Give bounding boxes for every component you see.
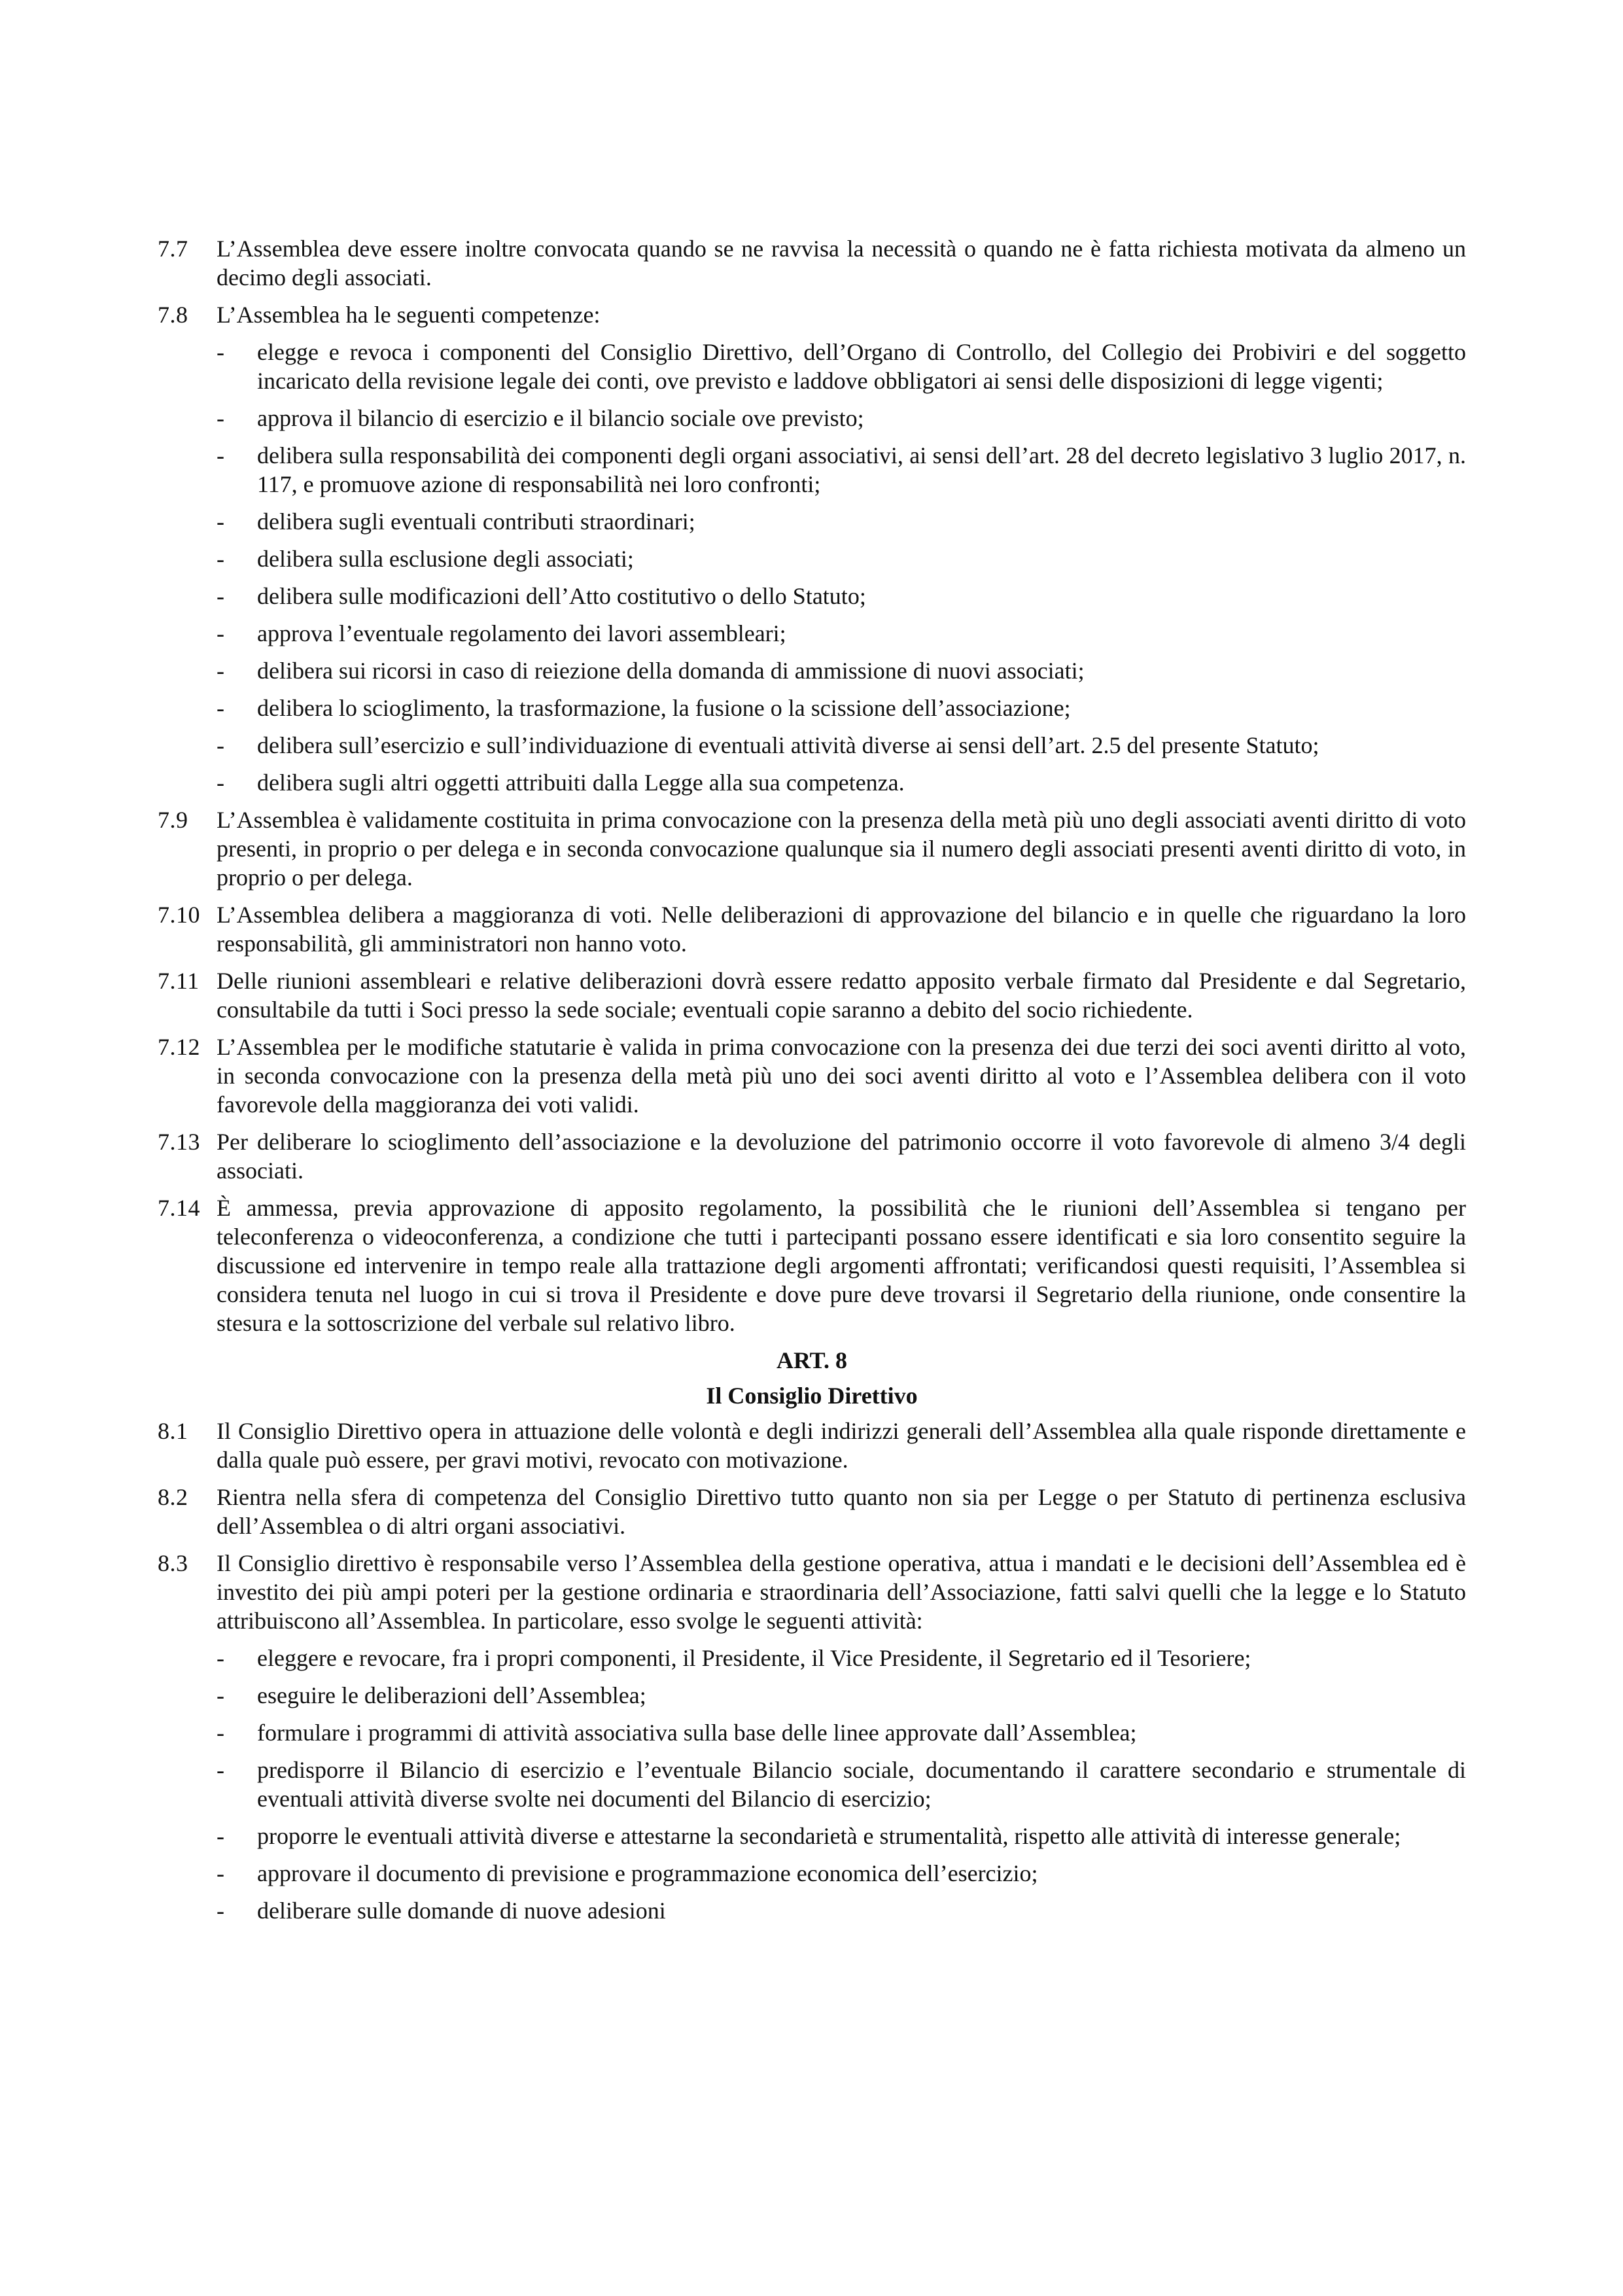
list-item <box>217 1718 1466 1747</box>
clause-7-9 <box>158 805 1466 892</box>
bullet-dash: - <box>217 1757 224 1783</box>
clause-number: 7.11 <box>158 968 200 994</box>
list-item-text: formulare i programmi di attività associativa sulla base delle linee approvate dall’Assemblea; <box>257 1720 1137 1746</box>
list-item <box>217 1896 1466 1925</box>
clause-number: 7.12 <box>158 1034 200 1060</box>
bullet-dash: - <box>217 1898 224 1924</box>
list-item-text: delibera lo scioglimento, la trasformazione, la fusione o la scissione dell’associazione; <box>257 695 1071 721</box>
clause-text: L’Assemblea deve essere inoltre convocata quando se ne ravvisa la necessità o quando ne è fatta richiesta motivata da almeno un decimo degli associati. <box>217 236 1466 291</box>
clause-number: 7.10 <box>158 902 200 928</box>
list-item <box>217 619 1466 648</box>
clause-7-7 <box>158 234 1466 292</box>
list-item <box>217 1859 1466 1888</box>
list-item-text: delibera sulle modificazioni dell’Atto costitutivo o dello Statuto; <box>257 583 866 609</box>
list-item <box>217 656 1466 685</box>
bullet-dash: - <box>217 732 224 758</box>
list-item <box>217 768 1466 797</box>
bullet-dash: - <box>217 442 224 468</box>
clause-text: L’Assemblea delibera a maggioranza di voti. Nelle deliberazioni di approvazione del bilancio e in quelle che riguardano la loro responsabilità, gli amministratori non hanno voto. <box>217 902 1466 957</box>
clause-8-3 <box>158 1549 1466 1635</box>
bullet-dash: - <box>217 620 224 646</box>
document-content <box>158 234 1466 1934</box>
clause-number: 7.7 <box>158 236 188 262</box>
bullet-dash: - <box>217 339 224 365</box>
list-item <box>217 544 1466 573</box>
clause-8-2 <box>158 1483 1466 1540</box>
list-item-text: delibera sull’esercizio e sull’individuazione di eventuali attività diverse ai sensi dell’art. 2.5 del presente Statuto; <box>257 732 1319 758</box>
list-item-text: approva il bilancio di esercizio e il bilancio sociale ove previsto; <box>257 405 864 431</box>
list-item-text: eseguire le deliberazioni dell’Assemblea; <box>257 1682 646 1708</box>
clause-number: 7.8 <box>158 302 188 328</box>
list-item-text: delibera sugli altri oggetti attribuiti dalla Legge alla sua competenza. <box>257 769 905 796</box>
list-item <box>217 694 1466 722</box>
list-item-text: delibera sulla esclusione degli associati; <box>257 546 634 572</box>
clause-text: Rientra nella sfera di competenza del Consiglio Direttivo tutto quanto non sia per Legge o per Statuto di pertinenza esclusiva dell’Assemblea o di altri organi associativi. <box>217 1484 1466 1539</box>
bullet-dash: - <box>217 405 224 431</box>
list-item <box>217 1681 1466 1710</box>
bullet-dash: - <box>217 508 224 535</box>
list-item-text: proporre le eventuali attività diverse e attestarne la secondarietà e strumentalità, rispetto alle attività di interesse generale; <box>257 1823 1401 1849</box>
list-item-text: delibera sugli eventuali contributi straordinari; <box>257 508 695 535</box>
clause-number: 8.3 <box>158 1550 188 1576</box>
clause-7-8 <box>158 300 1466 329</box>
list-item <box>217 1756 1466 1813</box>
article-heading: ART. 8 <box>776 1347 848 1373</box>
bullet-dash: - <box>217 583 224 609</box>
list-item <box>217 1822 1466 1850</box>
bullet-dash: - <box>217 1720 224 1746</box>
clause-7-13 <box>158 1127 1466 1185</box>
list-item <box>217 404 1466 433</box>
clause-8-1 <box>158 1417 1466 1474</box>
clause-text: Delle riunioni assembleari e relative deliberazioni dovrà essere redatto apposito verbale firmato dal Presidente e dal Segretario, consultabile da tutti i Soci presso la sede sociale; eventuali copie saranno a debito del socio richiedente. <box>217 968 1466 1023</box>
clause-text: L’Assemblea ha le seguenti competenze: <box>217 302 601 328</box>
clause-text: Il Consiglio Direttivo opera in attuazione delle volontà e degli indirizzi generali dell’Assemblea alla quale risponde direttamente e dalla quale può essere, per gravi motivi, revocato con motivazione. <box>217 1418 1466 1473</box>
bullet-dash: - <box>217 658 224 684</box>
bullet-dash: - <box>217 769 224 796</box>
clause-number: 7.13 <box>158 1129 200 1155</box>
clause-text: L’Assemblea è validamente costituita in prima convocazione con la presenza della metà più uno degli associati aventi diritto di voto presenti, in proprio o per delega e in seconda convocazione qualunque sia il numero degli associati presenti aventi diritto di voto, in proprio o per delega. <box>217 807 1466 891</box>
list-item-text: elegge e revoca i componenti del Consiglio Direttivo, dell’Organo di Controllo, del Collegio dei Probiviri e del soggetto incaricato della revisione legale dei conti, ove previsto e laddove obbligatori ai sensi delle disposizioni di legge vigenti; <box>257 339 1466 394</box>
list-item <box>217 731 1466 760</box>
clause-text: L’Assemblea per le modifiche statutarie è valida in prima convocazione con la presenza dei due terzi dei soci aventi diritto al voto, in seconda convocazione con la presenza della metà più uno dei soci aventi diritto al voto e l’Assemblea delibera con il voto favorevole della maggioranza dei voti validi. <box>217 1034 1466 1118</box>
clause-text: È ammessa, previa approvazione di apposito regolamento, la possibilità che le riunioni dell’Assemblea si tengano per teleconferenza o videoconferenza, a condizione che tutti i partecipanti possano essere identificati e sia loro consentito seguire la discussione ed intervenire in tempo reale alla trattazione degli argomenti affrontati; verificandosi questi requisiti, l’Assemblea si considera tenuta nel luogo in cui si trova il Presidente e dove pure deve trovarsi il Segretario della riunione, onde consentire la stesura e la sottoscrizione del verbale sul relativo libro. <box>217 1195 1466 1336</box>
list-item <box>217 582 1466 610</box>
list-item-text: eleggere e revocare, fra i propri componenti, il Presidente, il Vice Presidente, il Segretario ed il Tesoriere; <box>257 1645 1251 1671</box>
list-item <box>217 507 1466 536</box>
clause-7-8-bullet-list <box>217 338 1466 797</box>
clause-7-10 <box>158 900 1466 958</box>
clause-text: Il Consiglio direttivo è responsabile verso l’Assemblea della gestione operativa, attua i mandati e le decisioni dell’Assemblea ed è investito dei più ampi poteri per la gestione ordinaria e straordinaria dell’Associazione, fatti salvi quelli che la legge e lo Statuto attribuiscono all’Assemblea. In particolare, esso svolge le seguenti attività: <box>217 1550 1466 1634</box>
clause-7-12 <box>158 1033 1466 1119</box>
clause-number: 8.2 <box>158 1484 188 1510</box>
bullet-dash: - <box>217 1860 224 1886</box>
clause-number: 7.9 <box>158 807 188 833</box>
list-item <box>217 1644 1466 1672</box>
list-item-text: approva l’eventuale regolamento dei lavori assembleari; <box>257 620 786 646</box>
bullet-dash: - <box>217 1682 224 1708</box>
list-item <box>217 441 1466 499</box>
bullet-dash: - <box>217 546 224 572</box>
bullet-dash: - <box>217 695 224 721</box>
list-item-text: deliberare sulle domande di nuove adesioni <box>257 1898 666 1924</box>
clause-7-11 <box>158 966 1466 1024</box>
clause-number: 8.1 <box>158 1418 188 1444</box>
list-item-text: delibera sui ricorsi in caso di reiezione della domanda di ammissione di nuovi associati; <box>257 658 1085 684</box>
list-item-text: predisporre il Bilancio di esercizio e l’eventuale Bilancio sociale, documentando il carattere secondario e strumentale di eventuali attività diverse svolte nei documenti del Bilancio di esercizio; <box>257 1757 1466 1812</box>
article-title: Il Consiglio Direttivo <box>706 1383 918 1409</box>
clause-text: Per deliberare lo scioglimento dell’associazione e la devoluzione del patrimonio occorre il voto favorevole di almeno 3/4 degli associati. <box>217 1129 1466 1184</box>
clause-7-14 <box>158 1193 1466 1337</box>
list-item-text: delibera sulla responsabilità dei componenti degli organi associativi, ai sensi dell’art. 28 del decreto legislativo 3 luglio 2017, n. 117, e promuove azione di responsabilità nei loro confronti; <box>257 442 1466 497</box>
bullet-dash: - <box>217 1823 224 1849</box>
clause-8-3-bullet-list <box>217 1644 1466 1925</box>
list-item <box>217 338 1466 395</box>
list-item-text: approvare il documento di previsione e programmazione economica dell’esercizio; <box>257 1860 1038 1886</box>
clause-number: 7.14 <box>158 1195 200 1221</box>
bullet-dash: - <box>217 1645 224 1671</box>
